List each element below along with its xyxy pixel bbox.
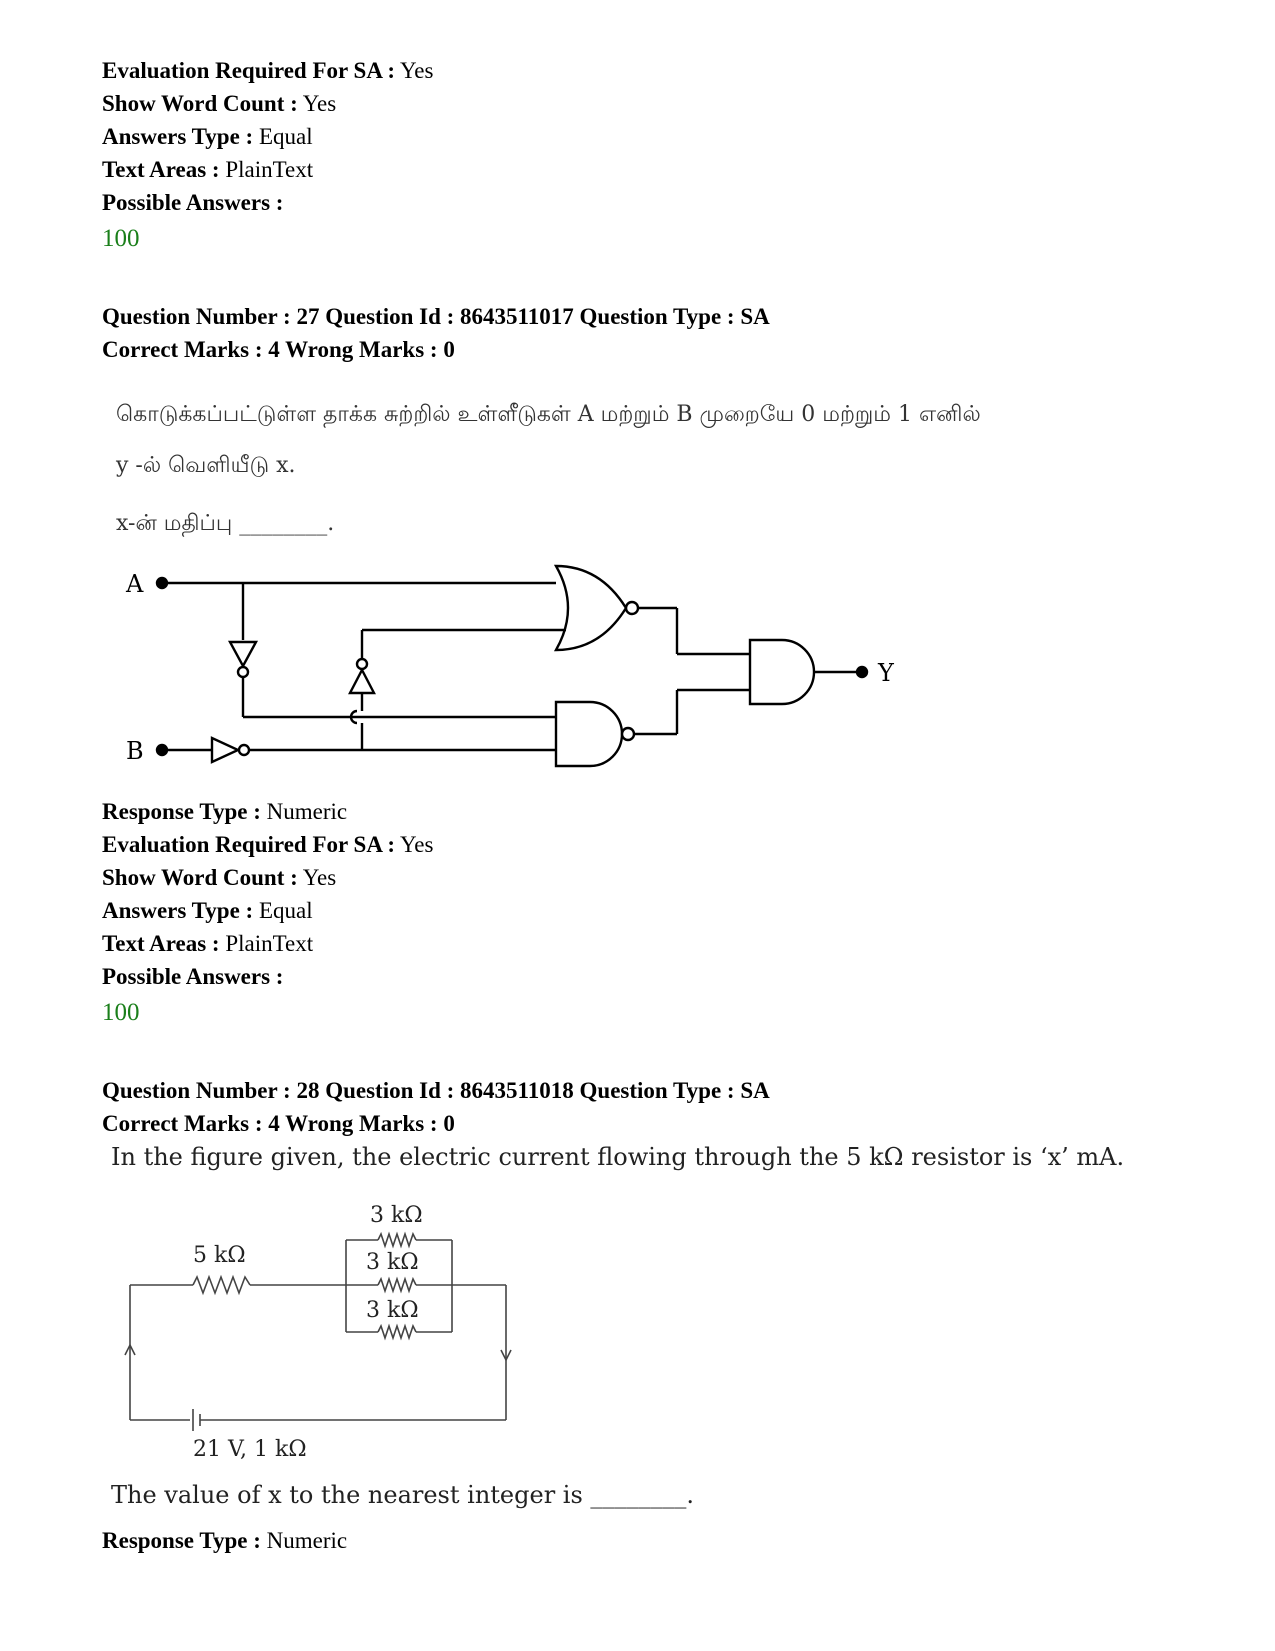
- eval-sa-value: Yes: [400, 58, 434, 83]
- q27-text-line1: கொடுக்கப்பட்டுள்ள தாக்க சுற்றில் உள்ளீடுகள் A மற்றும் B முறையே 0 மற்றும் 1 எனில்: [116, 402, 981, 427]
- output-y-terminal: [857, 667, 867, 677]
- label-3k-bottom: 3 kΩ: [366, 1298, 419, 1323]
- text-areas-label: Text Areas :: [102, 157, 220, 182]
- q27-show-word-count-row: [102, 863, 336, 893]
- q27-response-type-value: Numeric: [266, 799, 348, 824]
- logic-circuit-diagram: [0, 0, 1275, 800]
- not-gate-a: [230, 642, 256, 666]
- show-word-count-value: Yes: [302, 91, 337, 116]
- resistor-circuit-diagram: [0, 1180, 560, 1480]
- q27-text-areas-row: [102, 929, 313, 959]
- text-areas-value: PlainText: [225, 157, 314, 182]
- label-b: B: [126, 737, 144, 765]
- q27-possible-answers-label: Possible Answers :: [102, 964, 284, 989]
- q27-possible-answer-value: 100: [102, 999, 140, 1026]
- answers-type-label: Answers Type :: [102, 124, 254, 149]
- resistor-3k-3: [378, 1326, 416, 1338]
- q27-answers-type-value: Equal: [258, 898, 313, 923]
- answers-type-value: Equal: [258, 124, 313, 149]
- nor-gate: [556, 566, 626, 650]
- q27-text-areas-label: Text Areas :: [102, 931, 220, 956]
- q28-text-line1: In the figure given, the electric current flowing through the 5 kΩ resistor is ‘x’ mA.: [111, 1143, 1125, 1171]
- resistor-5k: [193, 1277, 250, 1293]
- q28-response-type-label: Response Type :: [102, 1528, 261, 1553]
- resistor-3k-2: [378, 1279, 416, 1291]
- q28-text-line2: The value of x to the nearest integer is ________.: [111, 1481, 695, 1509]
- q27-text-line2: y -ல் வெளியீடு x.: [116, 453, 296, 478]
- q28-marks: [102, 1109, 455, 1139]
- label-a: A: [126, 570, 144, 598]
- q27-header-text: Question Number : 27 Question Id : 8643511017 Question Type : SA: [102, 304, 770, 329]
- label-battery: 21 V, 1 kΩ: [193, 1437, 307, 1462]
- possible-answer-value: 100: [102, 225, 140, 252]
- q28-marks-text: Correct Marks : 4 Wrong Marks : 0: [102, 1111, 455, 1136]
- q27-eval-sa-label: Evaluation Required For SA :: [102, 832, 396, 857]
- not-gate-b2: [350, 670, 374, 693]
- q28-response-type-value: Numeric: [266, 1528, 348, 1553]
- q27-response-type-row: [102, 797, 347, 827]
- q27-possible-answers-row: [102, 962, 283, 992]
- q27-answers-type-row: [102, 896, 313, 926]
- label-5k: 5 kΩ: [193, 1243, 246, 1268]
- q27-eval-sa-row: [102, 830, 433, 860]
- q27-text-line3: x-ன் மதிப்பு ________.: [116, 511, 335, 536]
- label-3k-middle: 3 kΩ: [366, 1250, 419, 1275]
- label-y: Y: [878, 659, 894, 687]
- q27-text-areas-value: PlainText: [225, 931, 314, 956]
- q27-marks-text: Correct Marks : 4 Wrong Marks : 0: [102, 337, 455, 362]
- q27-show-word-count-label: Show Word Count :: [102, 865, 298, 890]
- q27-response-type-label: Response Type :: [102, 799, 261, 824]
- q27-answers-type-label: Answers Type :: [102, 898, 254, 923]
- nand-gate: [556, 702, 622, 766]
- q27-eval-sa-value: Yes: [400, 832, 434, 857]
- q28-header: [102, 1076, 770, 1106]
- not-gate-b: [212, 738, 238, 762]
- possible-answers-label: Possible Answers :: [102, 190, 284, 215]
- q28-response-type-row: [102, 1526, 347, 1556]
- label-3k-top: 3 kΩ: [370, 1203, 423, 1228]
- resistor-3k-1: [378, 1234, 416, 1246]
- and-gate: [750, 640, 814, 704]
- show-word-count-label: Show Word Count :: [102, 91, 298, 116]
- eval-sa-label: Evaluation Required For SA :: [102, 58, 396, 83]
- q28-header-text: Question Number : 28 Question Id : 8643511018 Question Type : SA: [102, 1078, 770, 1103]
- q27-show-word-count-value: Yes: [302, 865, 337, 890]
